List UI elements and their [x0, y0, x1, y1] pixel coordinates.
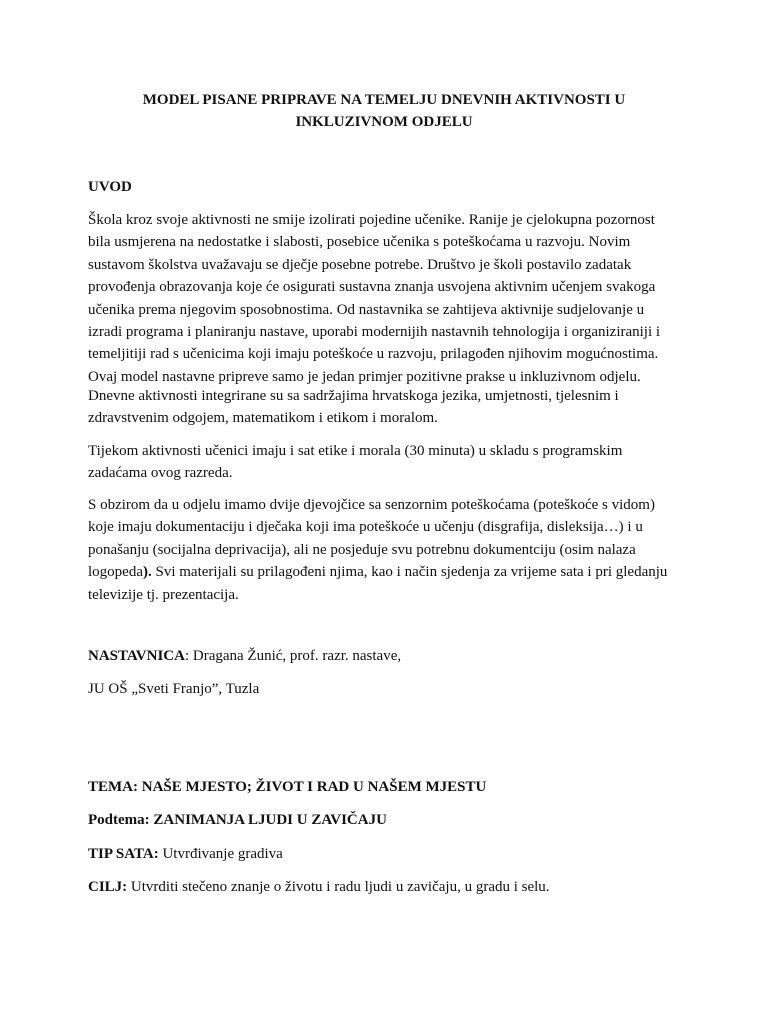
- goal-label: CILJ:: [88, 879, 128, 895]
- intro-paragraph-4: [88, 494, 684, 606]
- document-title: [0, 89, 768, 133]
- topic-text: TEMA: NAŠE MJESTO; ŽIVOT I RAD U NAŠEM MJESTU: [88, 779, 487, 795]
- paragraph-line: učenika prema njegovim sposobnostima. Od nastavnika se zahtijeva aktivnije sudjelovanje u: [88, 301, 645, 318]
- teacher-line: [88, 645, 401, 667]
- paragraph-line: Dnevne aktivnosti integrirane su sa sadržajima hrvatskoga jezika, umjetnosti, tjelesnim i: [88, 388, 619, 404]
- intro-heading: UVOD: [88, 179, 132, 195]
- materials-text: Svi materijali su prilagođeni njima, kao i način sjedenja za vrijeme sata i pri gledanju: [151, 564, 668, 581]
- type-value: Utvrđivanje gradiva: [158, 846, 283, 862]
- paragraph-line: ponašanju (socijalna deprivacija), ali ne posjeduje svu potrebnu dokumentciju (osim nalaza: [88, 541, 636, 558]
- paragraph-line: zadaćama ovog razreda.: [88, 465, 233, 482]
- bold-closing: ).: [142, 564, 152, 581]
- paragraph-line: provođenja obrazovanja koje će osigurati sustavna znanja usvojena aktivnim učenjem svakoga: [88, 279, 656, 296]
- lesson-type: [88, 843, 283, 865]
- lesson-goal: [88, 876, 550, 898]
- paragraph-line: temeljitiji rad s učenicima koji imaju poteškoće u razvoju, prilagođen njihovim mogućnostima.: [88, 346, 659, 363]
- paragraph-line: Škola kroz svoje aktivnosti ne smije izolirati pojedine učenike. Ranije je cjelokupna pozornost: [88, 212, 655, 228]
- school-line: JU OŠ „Sveti Franjo”, Tuzla: [88, 681, 260, 697]
- title-line-1: MODEL PISANE PRIPRAVE NA TEMELJU DNEVNIH AKTIVNOSTI U: [142, 92, 626, 108]
- paragraph-line: [88, 561, 684, 583]
- goal-value: Utvrditi stečeno znanje o životu i radu ljudi u zavičaju, u gradu i selu.: [127, 879, 550, 895]
- paragraph-line: S obzirom da u odjelu imamo dvije djevojčice sa senzornim poteškoćama (poteškoće s vidom): [88, 497, 655, 513]
- paragraph-line: izradi programa i planiranju nastave, uporabi modernijih nastavnih tehnologija i organiziraniji i: [88, 324, 661, 341]
- paragraph-line: zdravstvenim odgojem, matematikom i etikom i moralom.: [88, 410, 438, 427]
- lesson-subtopic: [88, 809, 387, 831]
- teacher-value: : Dragana Žunić, prof. razr. nastave,: [184, 648, 402, 664]
- type-label: TIP SATA:: [88, 846, 159, 862]
- logopeda-text: logopeda: [88, 564, 143, 581]
- paragraph-line: bila usmjerena na nedostatke i slabosti, posebice učenika s poteškoćama u razvoju. Novim: [88, 234, 631, 251]
- intro-paragraph-3: [88, 440, 684, 485]
- subtopic-label: Podtema:: [88, 812, 150, 828]
- lesson-topic: [88, 776, 486, 798]
- paragraph-line: sustavom školstva uvažavaju se dječje posebne potrebe. Društvo je školi postavilo zadatak: [88, 256, 632, 273]
- intro-paragraph-2: [88, 385, 684, 430]
- paragraph-line: Ovaj model nastavne pripreve samo je jedan primjer pozitivne prakse u inkluzivnom odjelu.: [88, 368, 641, 385]
- paragraph-line: televizije tj. prezentacija.: [88, 586, 239, 603]
- subtopic-value: ZANIMANJA LJUDI U ZAVIČAJU: [149, 812, 387, 828]
- title-line-2: INKLUZIVNOM ODJELU: [295, 114, 473, 130]
- paragraph-line: koje imaju dokumentaciju i dječaka koji ima poteškoće u učenju (disgrafija, disleksija…) i u: [88, 519, 643, 536]
- intro-paragraph-1: [88, 209, 684, 388]
- teacher-label: NASTAVNICA: [88, 648, 185, 664]
- paragraph-line: Tijekom aktivnosti učenici imaju i sat etike i morala (30 minuta) u skladu s programskim: [88, 443, 623, 459]
